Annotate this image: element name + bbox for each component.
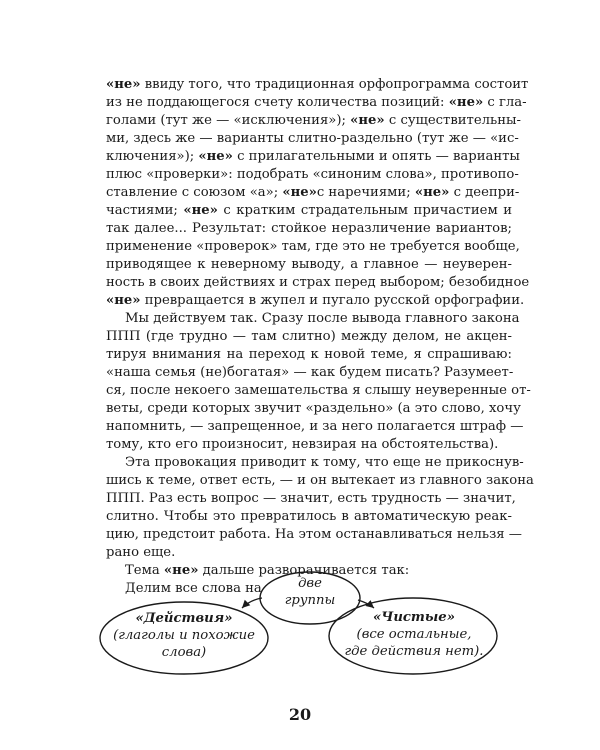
left-label-line1: (глаголы и похожие (113, 628, 255, 643)
text-line: Мы действуем так. Сразу после вывода главного закона (125, 311, 520, 326)
body-text (106, 76, 534, 598)
right-label-line2: где действия нет). (344, 644, 484, 659)
right-label (332, 609, 496, 660)
text-line: из не поддающегося счету количества позиций: «не» с гла- (106, 95, 527, 110)
text-line: голами (тут же — «исключения»); «не» с существительны- (106, 113, 521, 128)
text-line: плюс «проверки»: подобрать «синоним слова», противопо- (106, 167, 519, 182)
right-label-line1: (все остальные, (356, 627, 472, 642)
text-line: ся, после некоего замешательства я слышу неуверенные от- (106, 383, 531, 398)
text-line: шись к теме, ответ есть, — и он вытекает из главного закона (106, 473, 534, 488)
left-label-line2: слова) (161, 645, 207, 660)
left-label (102, 610, 266, 661)
text-line: ключения»); «не» с прилагательными и опять — варианты (106, 149, 520, 164)
paragraph-1 (106, 76, 530, 310)
text-line: частиями; «не» с кратким страдательным причастием и (106, 203, 512, 218)
top-label-line1: две (298, 576, 322, 591)
text-line: «не» ввиду того, что традиционная орфопрограмма состоит (106, 77, 529, 92)
text-line: рано еще. (106, 545, 176, 560)
left-label-title: «Действия» (135, 611, 233, 626)
top-label (260, 575, 360, 609)
top-label-line2: группы (284, 593, 336, 608)
paragraph-3 (106, 454, 534, 562)
text-line: Делим все слова на (125, 581, 262, 596)
text-line: тируя внимания на переход к новой теме, я спрашиваю: (106, 347, 512, 362)
text-line: приводящее к неверному выводу, а главное — неуверен- (106, 257, 512, 272)
text-line: ми, здесь же — варианты слитно-раздельно (тут же — «ис- (106, 131, 519, 146)
classification-diagram (96, 570, 516, 690)
text-line: «наша семья (не)богатая» — как будем писать? Разумеет- (106, 365, 514, 380)
text-line: Эта провокация приводит к тому, что еще не прикоснув- (125, 455, 524, 470)
text-line: тому, кто его произносит, невзирая на обстоятельства). (106, 437, 499, 452)
right-label-title: «Чистые» (373, 610, 455, 625)
text-line: ность в своих действиях и страх перед выбором; безобидное (106, 275, 530, 290)
text-line: ставление с союзом «а»; «не»с наречиями; «не» с деепри- (106, 185, 520, 200)
arrow-left (242, 598, 262, 608)
text-line: так далее... Результат: стойкое неразличение вариантов; (106, 221, 512, 236)
text-line: ППП. Раз есть вопрос — значит, есть трудность — значит, (106, 491, 516, 506)
text-line: «не» превращается в жупел и пугало русской орфографии. (106, 293, 525, 308)
text-line: напомнить, — запрещенное, и за него полагается штраф — (106, 419, 524, 434)
text-line: Тема «не» дальше разворачивается так: (125, 563, 410, 578)
text-line: слитно. Чтобы это превратилось в автоматическую реак- (106, 509, 512, 524)
text-line: ППП (где трудно — там слитно) между делом, не акцен- (106, 329, 512, 344)
text-line: применение «проверок» там, где это не требуется вообще, (106, 239, 520, 254)
text-line: веты, среди которых звучит «раздельно» (а это слово, хочу (106, 401, 521, 416)
paragraph-2 (106, 310, 531, 454)
text-line: цию, предстоит работа. На этом останавливаться нельзя — (106, 527, 522, 542)
page-number: 20 (288, 705, 312, 724)
